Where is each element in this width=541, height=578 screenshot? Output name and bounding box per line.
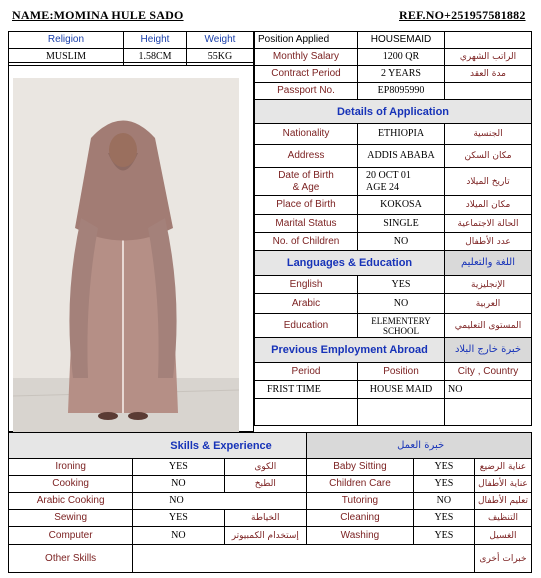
contract-value: 2 YEARS <box>358 66 445 83</box>
arabic-ar: العربية <box>445 294 532 314</box>
childcare-ar: عناية الأطفال <box>474 476 531 493</box>
children-ar: عدد الأطفال <box>445 233 532 251</box>
religion-value: MUSLIM <box>9 49 124 66</box>
dob-label: Date of Birth & Age <box>255 168 358 196</box>
passport-label: Passport No. <box>255 83 358 100</box>
washing-label: Washing <box>307 527 414 545</box>
education-ar: المستوى التعليمي <box>445 314 532 338</box>
religion-label: Religion <box>9 32 124 49</box>
education-value: ELEMENTERY SCHOOL <box>358 314 445 338</box>
dob-ar: تاريخ الميلاد <box>445 168 532 196</box>
english-label: English <box>255 276 358 294</box>
address-ar: مكان السكن <box>445 145 532 168</box>
babysitting-label: Baby Sitting <box>307 459 414 476</box>
languages-heading: Languages & Education <box>255 251 445 276</box>
arabic-cooking-value: NO <box>133 493 307 510</box>
cleaning-label: Cleaning <box>307 510 414 527</box>
weight-label: Weight <box>187 32 254 49</box>
languages-heading-ar: اللغة والتعليم <box>445 251 532 276</box>
contract-ar: مدة العقد <box>445 66 532 83</box>
passport-value: EP8095990 <box>358 83 445 100</box>
birthplace-ar: مكان الميلاد <box>445 196 532 215</box>
ironing-ar: الكوى <box>224 459 307 476</box>
period-header: Period <box>255 363 358 381</box>
arabic-label: Arabic <box>255 294 358 314</box>
childcare-label: Children Care <box>307 476 414 493</box>
tutoring-value: NO <box>413 493 474 510</box>
dob-value: 20 OCT 01 AGE 24 <box>358 168 445 196</box>
address-value: ADDIS ABABA <box>358 145 445 168</box>
tutoring-label: Tutoring <box>307 493 414 510</box>
english-ar: الإنجليزية <box>445 276 532 294</box>
babysitting-ar: عناية الرضيع <box>474 459 531 476</box>
babysitting-value: YES <box>413 459 474 476</box>
marital-ar: الحالة الاجتماعية <box>445 215 532 233</box>
weight-value: 55KG <box>187 49 254 66</box>
arabic-value: NO <box>358 294 445 314</box>
position-applied-label: Position Applied <box>255 32 358 49</box>
other-skills-ar: خبرات أخرى <box>474 545 531 573</box>
contract-label: Contract Period <box>255 66 358 83</box>
employment-position-value: HOUSE MAID <box>358 381 445 399</box>
position-header: Position <box>358 363 445 381</box>
childcare-value: YES <box>413 476 474 493</box>
applicant-photo <box>13 78 239 432</box>
birthplace-value: KOKOSA <box>358 196 445 215</box>
cooking-label: Cooking <box>9 476 133 493</box>
details-heading: Details of Application <box>255 100 532 124</box>
children-value: NO <box>358 233 445 251</box>
basic-info-table <box>8 31 254 66</box>
position-applied-value: HOUSEMAID <box>358 32 445 49</box>
other-skills-label: Other Skills <box>9 545 133 573</box>
sewing-label: Sewing <box>9 510 133 527</box>
computer-label: Computer <box>9 527 133 545</box>
arabic-cooking-label: Arabic Cooking <box>9 493 133 510</box>
period-value: FRIST TIME <box>255 381 358 399</box>
children-label: No. of Children <box>255 233 358 251</box>
salary-label: Monthly Salary <box>255 49 358 66</box>
address-label: Address <box>255 145 358 168</box>
skills-table <box>8 432 532 573</box>
cleaning-value: YES <box>413 510 474 527</box>
nationality-label: Nationality <box>255 124 358 145</box>
cooking-value: NO <box>133 476 224 493</box>
cleaning-ar: التنظيف <box>474 510 531 527</box>
english-value: YES <box>358 276 445 294</box>
birthplace-label: Place of Birth <box>255 196 358 215</box>
tutoring-ar: تعليم الأطفال <box>474 493 531 510</box>
sewing-value: YES <box>133 510 224 527</box>
marital-label: Marital Status <box>255 215 358 233</box>
salary-ar: الراتب الشهري <box>445 49 532 66</box>
city-country-value: NO <box>445 381 532 399</box>
salary-value: 1200 QR <box>358 49 445 66</box>
height-value: 1.58CM <box>124 49 187 66</box>
nationality-value: ETHIOPIA <box>358 124 445 145</box>
position-table <box>254 31 532 426</box>
sewing-ar: الخياطة <box>224 510 307 527</box>
computer-ar: إستخدام الكمبيوتر <box>224 527 307 545</box>
washing-value: YES <box>413 527 474 545</box>
washing-ar: الغسيل <box>474 527 531 545</box>
skills-heading-ar: خبرة العمل <box>307 433 532 459</box>
applicant-name: NAME:MOMINA HULE SADO <box>12 8 184 22</box>
employment-heading-ar: خبرة خارج البلاد <box>445 338 532 363</box>
reference-number: REF.NO+251957581882 <box>399 8 526 22</box>
cooking-ar: الطبخ <box>224 476 307 493</box>
marital-value: SINGLE <box>358 215 445 233</box>
employment-heading: Previous Employment Abroad <box>255 338 445 363</box>
ironing-label: Ironing <box>9 459 133 476</box>
skills-heading: Skills & Experience <box>9 433 307 459</box>
nationality-ar: الجنسية <box>445 124 532 145</box>
ironing-value: YES <box>133 459 224 476</box>
education-label: Education <box>255 314 358 338</box>
passport-ar <box>445 83 532 100</box>
height-label: Height <box>124 32 187 49</box>
computer-value: NO <box>133 527 224 545</box>
city-country-header: City , Country <box>445 363 532 381</box>
